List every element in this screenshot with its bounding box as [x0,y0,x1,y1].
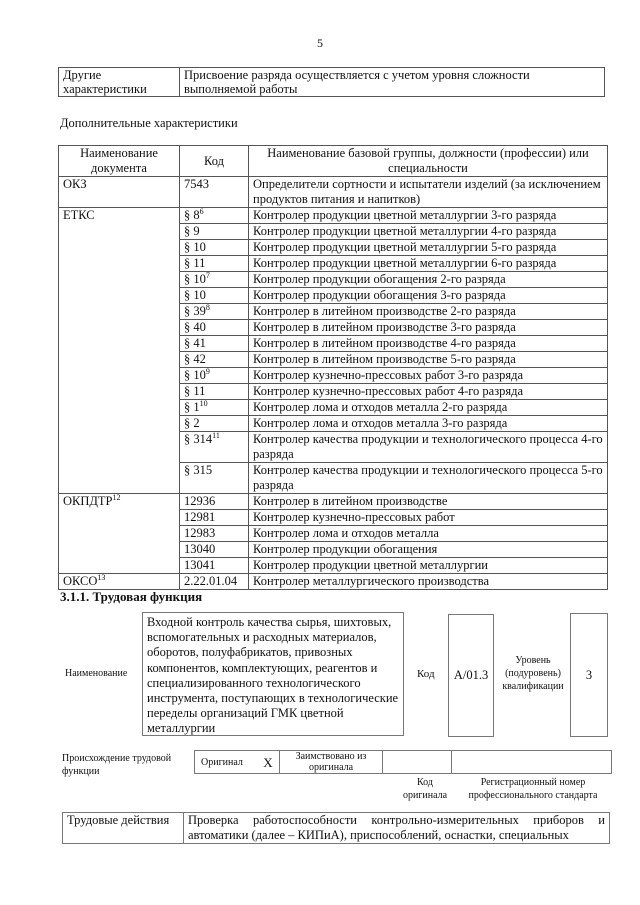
occupation-name-cell: Контролер продукции обогащения [249,542,608,558]
document-name-cell [59,494,180,574]
occupation-name-cell: Контролер продукции цветной металлургии 4-го разряда [249,224,608,240]
occupation-name-cell: Контролер в литейном производстве [249,494,608,510]
code-cell [180,208,249,224]
occupation-name-cell: Контролер продукции цветной металлургии 5-го разряда [249,240,608,256]
function-name-value: Входной контроль качества сырья, шихтовых, вспомогательных и расходных материалов, оборотов, полуфабрикатов, привозных компонентов, комплектующих, реагентов и специализированного технологического инструмента, поступающих в технологические переделы организаций ГМК цветной металлургии [142,612,404,736]
code-cell [180,320,249,336]
occupation-name-cell: Контролер лома и отходов металла 3-го разряда [249,416,608,432]
occupation-name-cell: Контролер в литейном производстве 5-го разряда [249,352,608,368]
code: 12936 [184,494,216,508]
code: § 8 [184,208,200,222]
code: 13040 [184,542,216,556]
occupation-name-cell: Контролер лома и отходов металла [249,526,608,542]
code-cell [180,542,249,558]
table-row [59,574,608,590]
occupation-name-cell: Контролер продукции цветной металлургии 6-го разряда [249,256,608,272]
occupation-name-cell: Контролер продукции цветной металлургии 3-го разряда [249,208,608,224]
code-cell [180,416,249,432]
borrowed-label: Заимствовано из оригинала [280,751,383,774]
function-code-value: A/01.3 [448,614,494,737]
footnote-ref: 9 [205,366,210,376]
code-cell [180,384,249,400]
code: 2.22.01.04 [184,574,238,588]
table-row [59,494,608,510]
reg-number-caption: Регистрационный номер профессионального стандарта [468,777,598,801]
code: § 42 [184,352,206,366]
function-code-label: Код [417,668,435,680]
footnote-ref: 11 [212,430,220,440]
code-cell [180,352,249,368]
page-number: 5 [317,36,323,50]
document-name: ОКЗ [63,177,87,191]
code-cell [180,368,249,384]
code-cell [180,400,249,416]
code-cell [180,272,249,288]
table-body [59,177,608,590]
code: § 315 [184,463,213,477]
code: § 2 [184,416,200,430]
origin-table [194,750,612,774]
occupation-name-cell: Контролер в литейном производстве 2-го разряда [249,304,608,320]
code: § 40 [184,320,206,334]
code-cell [180,336,249,352]
qualification-level-label: Уровень (подуровень) квалификации [502,655,564,692]
footnote-ref: 8 [205,302,210,312]
document-name-cell [59,574,180,590]
labor-actions-table [62,812,610,844]
occupation-name-cell: Контролер продукции цветной металлургии [249,558,608,574]
occupation-name-cell: Контролер качества продукции и технологического процесса 5-го разряда [249,463,608,494]
section-heading: 3.1.1. Трудовая функция [60,589,203,604]
code: § 9 [184,224,200,238]
additional-characteristics-title: Дополнительные характеристики [60,116,238,130]
table-row [59,208,608,224]
code: § 11 [184,384,206,398]
code: 12981 [184,510,216,524]
header-code: Код [180,146,249,177]
table-row [59,177,608,208]
occupation-name-cell: Контролер металлургического производства [249,574,608,590]
document-name-cell [59,208,180,494]
code-cell [180,432,249,463]
original-code-caption: Код оригинала [402,777,448,801]
document-name: ЕТКС [63,208,95,222]
code: § 1 [184,400,200,414]
occupation-name-cell: Контролер лома и отходов металла 2-го разряда [249,400,608,416]
code: 7543 [184,177,209,191]
occupation-name-cell: Контролер продукции обогащения 2-го разряда [249,272,608,288]
footnote-ref: 10 [199,398,208,408]
document-name: ОКПДТР [63,494,113,508]
code: § 10 [184,288,206,302]
code-cell [180,177,249,208]
code-cell [180,510,249,526]
code: 12983 [184,526,216,540]
occupation-name-cell: Контролер кузнечно-прессовых работ 4-го разряда [249,384,608,400]
labor-actions-value: Проверка работоспособности контрольно-измерительных приборов и автоматики (далее – КИПиА), приспособлений, оснастки, специальных [184,813,610,844]
code: § 10 [184,240,206,254]
code: 13041 [184,558,216,572]
footnote-ref: 13 [97,572,106,582]
code-cell [180,463,249,494]
code-cell [180,256,249,272]
other-characteristics-table [58,67,605,97]
document-name-cell [59,177,180,208]
qualification-level-value: 3 [570,613,608,737]
occupation-name-cell: Контролер кузнечно-прессовых работ 3-го разряда [249,368,608,384]
code: § 41 [184,336,206,350]
footnote-ref: 6 [199,206,204,216]
header-document: Наименование документа [59,146,180,177]
original-code-cell [383,751,452,774]
code: § 39 [184,304,206,318]
other-characteristics-label: Другие характеристики [59,68,180,97]
code-cell [180,494,249,510]
origin-label: Происхождение трудовой функции [62,753,172,777]
function-name-label: Наименование [65,668,128,679]
occupation-name-cell: Контролер продукции обогащения 3-го разряда [249,288,608,304]
occupation-name-cell: Контролер в литейном производстве 3-го разряда [249,320,608,336]
document-name: ОКСО [63,574,98,588]
code: § 314 [184,432,213,446]
code-cell [180,526,249,542]
other-characteristics-value: Присвоение разряда осуществляется с учетом уровня сложности выполняемой работы [180,68,605,97]
code: § 11 [184,256,206,270]
code-cell [180,574,249,590]
code-cell [180,224,249,240]
footnote-ref: 7 [205,270,210,280]
code-cell [180,304,249,320]
footnote-ref: 12 [112,492,121,502]
code: § 10 [184,272,206,286]
additional-characteristics-table [58,145,608,590]
labor-actions-label: Трудовые действия [63,813,184,844]
occupation-name-cell: Контролер в литейном производстве 4-го разряда [249,336,608,352]
occupation-name-cell: Контролер кузнечно-прессовых работ [249,510,608,526]
original-mark: X [257,751,280,774]
occupation-name-cell: Контролер качества продукции и технологического процесса 4-го разряда [249,432,608,463]
header-name: Наименование базовой группы, должности (профессии) или специальности [249,146,608,177]
code: § 10 [184,368,206,382]
original-label: Оригинал [195,751,258,774]
code-cell [180,288,249,304]
occupation-name-cell: Определители сортности и испытатели изделий (за исключением продуктов питания и напитков) [249,177,608,208]
code-cell [180,558,249,574]
reg-number-cell [452,751,612,774]
code-cell [180,240,249,256]
